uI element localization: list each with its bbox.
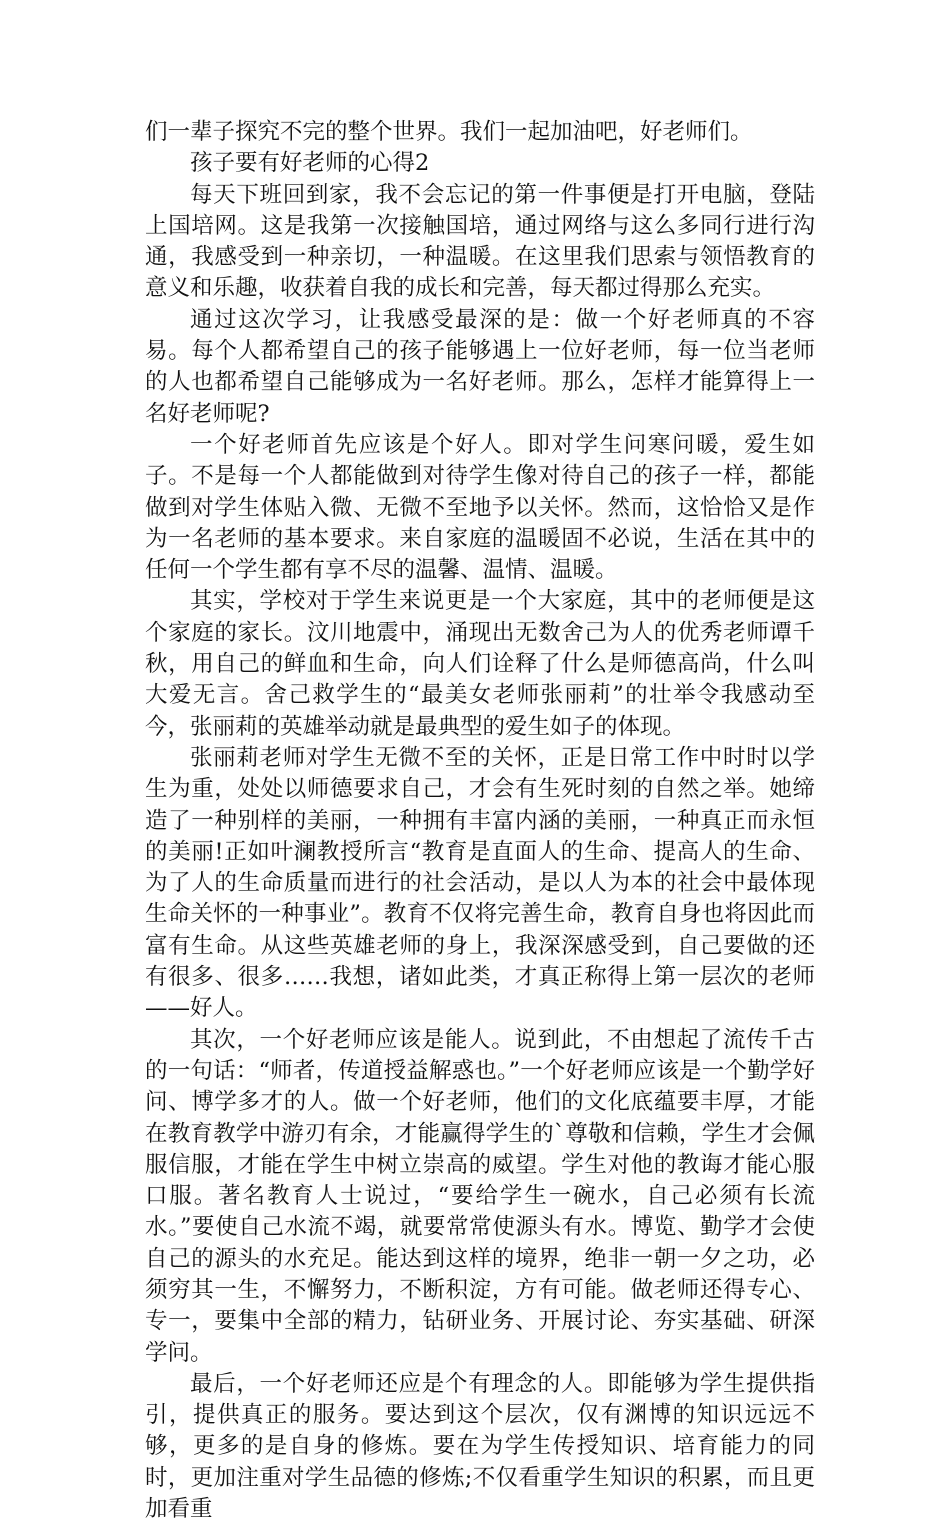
paragraph-6: 其次，一个好老师应该是能人。说到此，不由想起了流传千古的一句话：“师者，传道授益解惑也。”一个好老师应该是一个勤学好问、博学多才的人。做一个好老师，他们的文化底蕴要丰厚，才能在教育教学中游刃有余，才能赢得学生的`尊敬和信赖，学生才会佩服信服，才能在学生中树立崇高的威望。学生对他的教诲才能心服口服。著名教育人士说过，“要给学生一碗水，自己必须有长流水。”要使自己水流不竭，就要常常使源头有水。博览、勤学才会使自己的源头的水充足。能达到这样的境界，绝非一朝一夕之功，必须穷其一生，不懈努力，不断积淀，方有可能。做老师还得专心、专一，要集中全部的精力，钻研业务、开展讨论、夯实基础、研深学问。 [145, 1026, 815, 1366]
section-title: 孩子要有好老师的心得2 [190, 150, 430, 177]
lead-paragraph: 们一辈子探究不完的整个世界。我们一起加油吧，好老师们。 [145, 119, 753, 145]
paragraph-7: 最后，一个好老师还应是个有理念的人。即能够为学生提供指引，提供真正的服务。要达到这个层次，仅有渊博的知识远远不够，更多的是自身的修炼。要在为学生传授知识、培育能力的同时，更加注重对学生品德的修炼;不仅看重学生知识的积累，而且更加看重 [145, 1370, 815, 1523]
paragraph-2: 通过这次学习，让我感受最深的是：做一个好老师真的不容易。每个人都希望自己的孩子能够遇上一位好老师，每一位当老师的人也都希望自己能够成为一名好老师。那么，怎样才能算得上一名好老师呢? [145, 306, 815, 427]
paragraph-5: 张丽莉老师对学生无微不至的关怀，正是日常工作中时时以学生为重，处处以师德要求自己，才会有生死时刻的自然之举。她缔造了一种别样的美丽，一种拥有丰富内涵的美丽，一种真正而永恒的美丽!正如叶澜教授所言“教育是直面人的生命、提高人的生命、为了人的生命质量而进行的社会活动，是以人为本的社会中最体现生命关怀的一种事业”。教育不仅将完善生命，教育自身也将因此而富有生命。从这些英雄老师的身上，我深深感受到，自己要做的还有很多、很多……我想，诸如此类，才真正称得上第一层次的老师——好人。 [145, 744, 815, 1022]
paragraph-1: 每天下班回到家，我不会忘记的第一件事便是打开电脑，登陆上国培网。这是我第一次接触国培，通过网络与这么多同行进行沟通，我感受到一种亲切，一种温暖。在这里我们思索与领悟教育的意义和乐趣，收获着自我的成长和完善，每天都过得那么充实。 [145, 181, 815, 302]
paragraph-3: 一个好老师首先应该是个好人。即对学生问寒问暖，爱生如子。不是每一个人都能做到对待学生像对待自己的孩子一样，都能做到对学生体贴入微、无微不至地予以关怀。然而，这恰恰又是作为一名老师的基本要求。来自家庭的温暖固不必说，生活在其中的任何一个学生都有享不尽的温馨、温情、温暖。 [145, 431, 815, 584]
document-page [145, 117, 815, 1525]
paragraph-4: 其实，学校对于学生来说更是一个大家庭，其中的老师便是这个家庭的家长。汶川地震中，涌现出无数舍己为人的优秀老师谭千秋，用自己的鲜血和生命，向人们诠释了什么是师德高尚，什么叫大爱无言。舍己救学生的“最美女老师张丽莉”的壮举令我感动至今，张丽莉的英雄举动就是最典型的爱生如子的体现。 [145, 588, 815, 740]
